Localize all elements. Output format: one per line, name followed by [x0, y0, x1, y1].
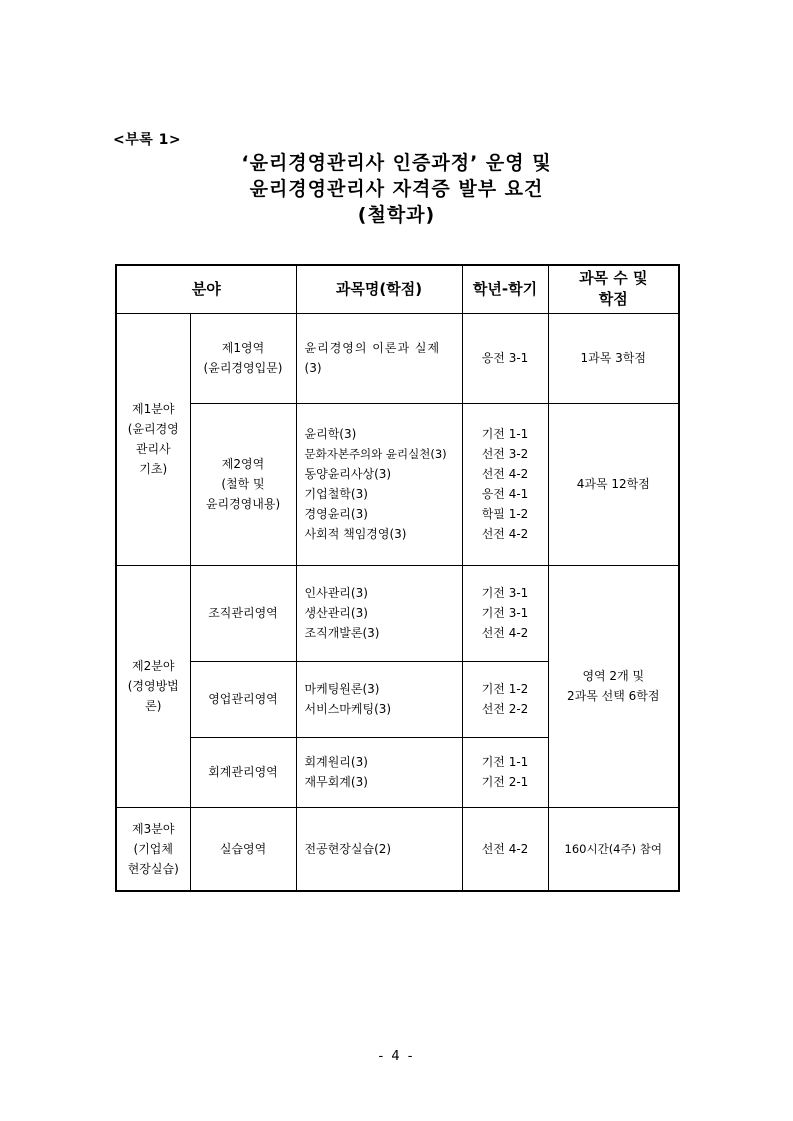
course-item: 재무회계(3) [304, 775, 368, 789]
field1-line: 관리사 [135, 442, 171, 456]
area2-courses [296, 403, 462, 565]
course-item: (3) [304, 361, 322, 375]
field2-credits-line: 2과목 선택 6학점 [567, 689, 660, 703]
field2-label [116, 565, 190, 807]
biz-area-label: 영업관리영역 [190, 661, 296, 737]
requirements-table [115, 264, 680, 892]
field3-area-label: 실습영역 [190, 807, 296, 891]
area2-credits: 4과목 12학점 [548, 403, 679, 565]
term-item: 기전 1-1 [481, 755, 529, 769]
course-item: 인사관리(3) [304, 586, 368, 600]
field3-line: 현장실습) [127, 861, 179, 876]
term-item: 응전 3-1 [481, 351, 529, 365]
term-item: 선전 4-2 [481, 467, 529, 481]
course-item: 동양윤리사상(3) [304, 467, 392, 481]
term-item: 선전 4-2 [481, 626, 529, 640]
area1-label [190, 313, 296, 403]
field3-line: (기업체 [133, 841, 173, 856]
area1-line: 제1영역 [221, 341, 265, 355]
field1-label [116, 313, 190, 565]
term-item: 기전 1-1 [481, 427, 529, 441]
area2-terms [462, 403, 548, 565]
course-item: 사회적 책임경영(3) [304, 527, 407, 541]
page-number: - 4 - [378, 1049, 415, 1064]
document-title [0, 150, 793, 228]
term-item: 기전 1-2 [481, 682, 529, 696]
acct-courses [296, 737, 462, 807]
field1-line: 제1분야 [132, 402, 175, 416]
term-item: 기전 3-1 [481, 606, 529, 620]
course-item: 윤리경영의 이론과 실제 [304, 341, 441, 355]
area1-line: (윤리경영입문) [203, 361, 283, 375]
header-row [116, 265, 679, 313]
header-credits-line-1: 과목 수 및 [579, 269, 648, 288]
header-field: 분야 [116, 265, 296, 313]
table-row [116, 403, 679, 565]
biz-terms [462, 661, 548, 737]
course-item: 조직개발론(3) [304, 626, 380, 640]
course-item: 문화자본주의와 윤리실천(3) [304, 447, 447, 461]
area1-terms [462, 313, 548, 403]
field3-label [116, 807, 190, 891]
field2-credits [548, 565, 679, 807]
area1-courses [296, 313, 462, 403]
term-item: 응전 4-1 [481, 487, 529, 501]
course-item: 서비스마케팅(3) [304, 702, 392, 716]
field3-course: 전공현장실습(2) [296, 807, 462, 891]
org-courses [296, 565, 462, 661]
field3-term: 선전 4-2 [462, 807, 548, 891]
header-course: 과목명(학점) [296, 265, 462, 313]
title-line-3: (철학과) [357, 204, 436, 226]
area2-line: 제2영역 [221, 457, 265, 471]
appendix-label: <부록 1> [113, 132, 182, 148]
course-item: 윤리학(3) [304, 427, 357, 441]
term-item: 선전 4-2 [481, 527, 529, 541]
org-area-label: 조직관리영역 [190, 565, 296, 661]
term-item: 선전 3-2 [481, 447, 529, 461]
course-item: 경영윤리(3) [304, 507, 368, 521]
term-item: 학필 1-2 [481, 507, 529, 521]
course-item: 기업철학(3) [304, 487, 368, 501]
area2-label [190, 403, 296, 565]
term-item: 기전 2-1 [481, 775, 529, 789]
field3-line: 제3분야 [132, 821, 175, 836]
title-line-2: 윤리경영관리사 자격증 발부 요건 [249, 178, 544, 200]
acct-area-label: 회계관리영역 [190, 737, 296, 807]
area2-line: 윤리경영내용) [205, 497, 281, 511]
field2-line: 론) [145, 699, 162, 713]
field2-credits-line: 영역 2개 및 [582, 669, 645, 683]
term-item: 선전 2-2 [481, 702, 529, 716]
field1-line: 기초) [139, 462, 168, 476]
field2-line: (경영방법 [127, 679, 179, 693]
title-line-1: ‘윤리경영관리사 인증과정’ 운영 및 [241, 152, 552, 174]
course-item: 회계원리(3) [304, 755, 368, 769]
header-credits-line-2: 학점 [598, 290, 628, 309]
area2-line: (철학 및 [221, 477, 265, 491]
course-item: 마케팅원론(3) [304, 682, 380, 696]
table-row [116, 807, 679, 891]
field2-line: 제2분야 [132, 659, 175, 673]
header-year-term: 학년-학기 [462, 265, 548, 313]
table-row [116, 565, 679, 661]
field3-credits: 160시간(4주) 참여 [548, 807, 679, 891]
acct-terms [462, 737, 548, 807]
term-item: 기전 3-1 [481, 586, 529, 600]
course-item: 생산관리(3) [304, 606, 368, 620]
header-credits [548, 265, 679, 313]
field1-line: (윤리경영 [127, 422, 179, 436]
org-terms [462, 565, 548, 661]
biz-courses [296, 661, 462, 737]
area1-credits: 1과목 3학점 [548, 313, 679, 403]
table-row [116, 313, 679, 403]
